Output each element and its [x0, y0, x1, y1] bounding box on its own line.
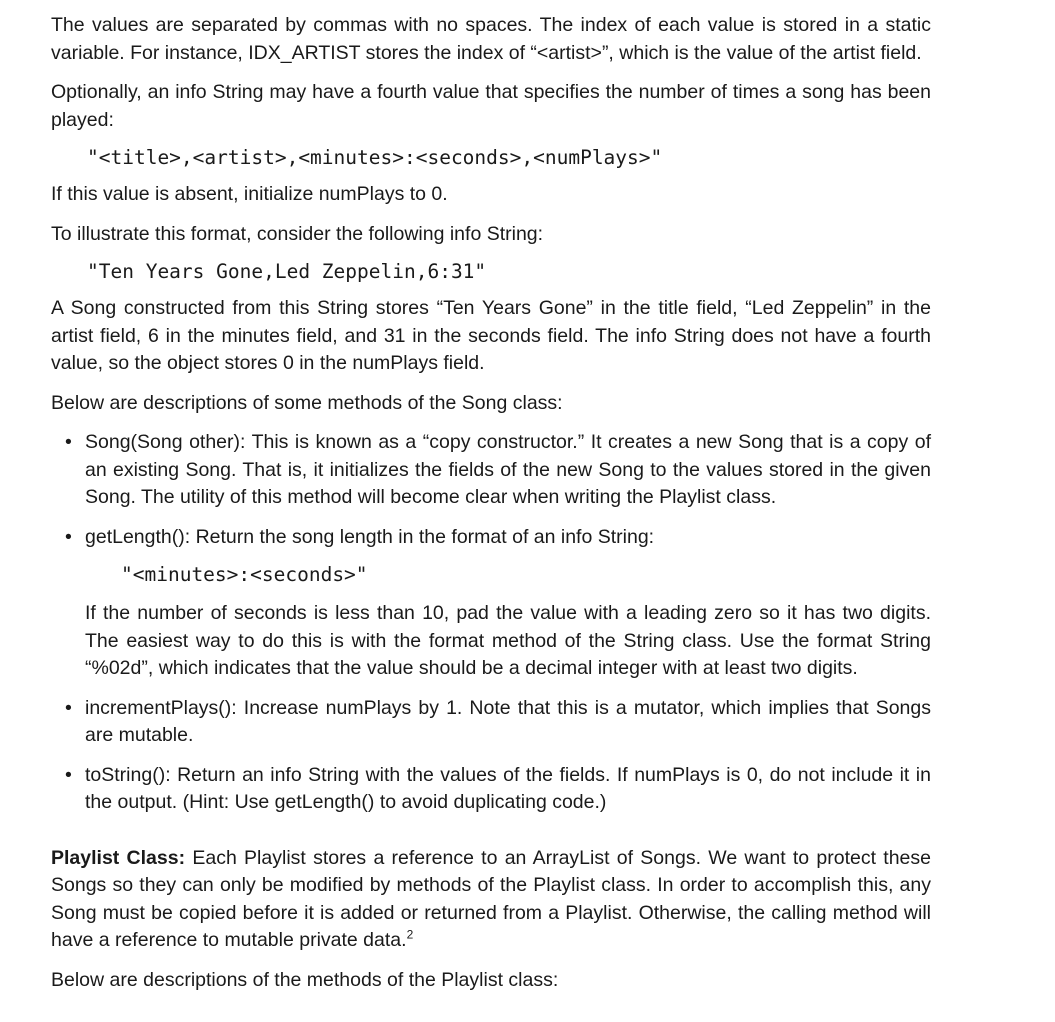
list-item	[51, 695, 931, 750]
list-item	[51, 524, 931, 683]
code-info-string-format: "<title>,<artist>,<minutes>:<seconds>,<numPlays>"	[87, 146, 663, 169]
paragraph-optional-fourth-value: Optionally, an info String may have a fourth value that specifies the number of times a song has been played:	[51, 81, 931, 131]
list-item	[51, 429, 931, 512]
paragraph-playlist-class	[51, 845, 931, 955]
document-page	[51, 12, 931, 1006]
bullet-icon: •	[65, 763, 72, 786]
bullet-icon: •	[65, 696, 72, 719]
method-get-length-details: If the number of seconds is less than 10, pad the value with a leading zero so it has two digits. The easiest way to do this is with the format method of the String class. Use the format String “%02d”, which indicates that the value should be a decimal integer with at least two digits.	[85, 602, 931, 679]
code-length-format: "<minutes>:<seconds>"	[121, 563, 368, 586]
list-item	[51, 762, 931, 817]
footnote-marker: 2	[406, 927, 414, 942]
paragraph-playlist-methods-intro: Below are descriptions of the methods of the Playlist class:	[51, 968, 559, 991]
method-description-get-length: getLength(): Return the song length in the format of an info String:	[85, 525, 655, 548]
paragraph-song-methods-intro: Below are descriptions of some methods of the Song class:	[51, 391, 563, 414]
paragraph-absent-value: If this value is absent, initialize numPlays to 0.	[51, 183, 448, 205]
method-description-increment-plays: incrementPlays(): Increase numPlays by 1. Note that this is a mutator, which implies that Songs are mutable.	[85, 696, 931, 746]
paragraph-song-construction-example: A Song constructed from this String stores “Ten Years Gone” in the title field, “Led Zeppelin” in the artist field, 6 in the minutes field, and 31 in the seconds field. The info String does not have a fourth value, so the object stores 0 in the numPlays field.	[51, 297, 931, 374]
song-methods-list	[51, 429, 931, 817]
section-spacer	[51, 829, 931, 845]
paragraph-value-format: The values are separated by commas with no spaces. The index of each value is stored in a static variable. For instance, IDX_ARTIST stores the index of “<artist>”, which is the value of the artist field.	[51, 14, 931, 64]
bullet-icon: •	[65, 525, 72, 548]
playlist-class-heading: Playlist Class:	[51, 846, 186, 869]
bullet-icon: •	[65, 431, 72, 453]
method-description-to-string: toString(): Return an info String with the values of the fields. If numPlays is 0, do not include it in the output. (Hint: Use getLength() to avoid duplicating code.)	[85, 763, 931, 813]
playlist-class-description: Each Playlist stores a reference to an ArrayList of Songs. We want to protect these Songs so they can only be modified by methods of the Playlist class. In order to accomplish this, any Song must be copied before it is added or returned from a Playlist. Otherwise, the calling method will have a reference to mutable private data.	[51, 846, 931, 951]
code-example-info-string: "Ten Years Gone,Led Zeppelin,6:31"	[87, 260, 487, 283]
method-description-copy-constructor: Song(Song other): This is known as a “copy constructor.” It creates a new Song that is a copy of an existing Song. That is, it initializes the fields of the new Song to the values stored in the given Song. The utility of this method will become clear when writing the Playlist class.	[85, 431, 931, 508]
paragraph-illustrate-format: To illustrate this format, consider the following info String:	[51, 222, 544, 245]
